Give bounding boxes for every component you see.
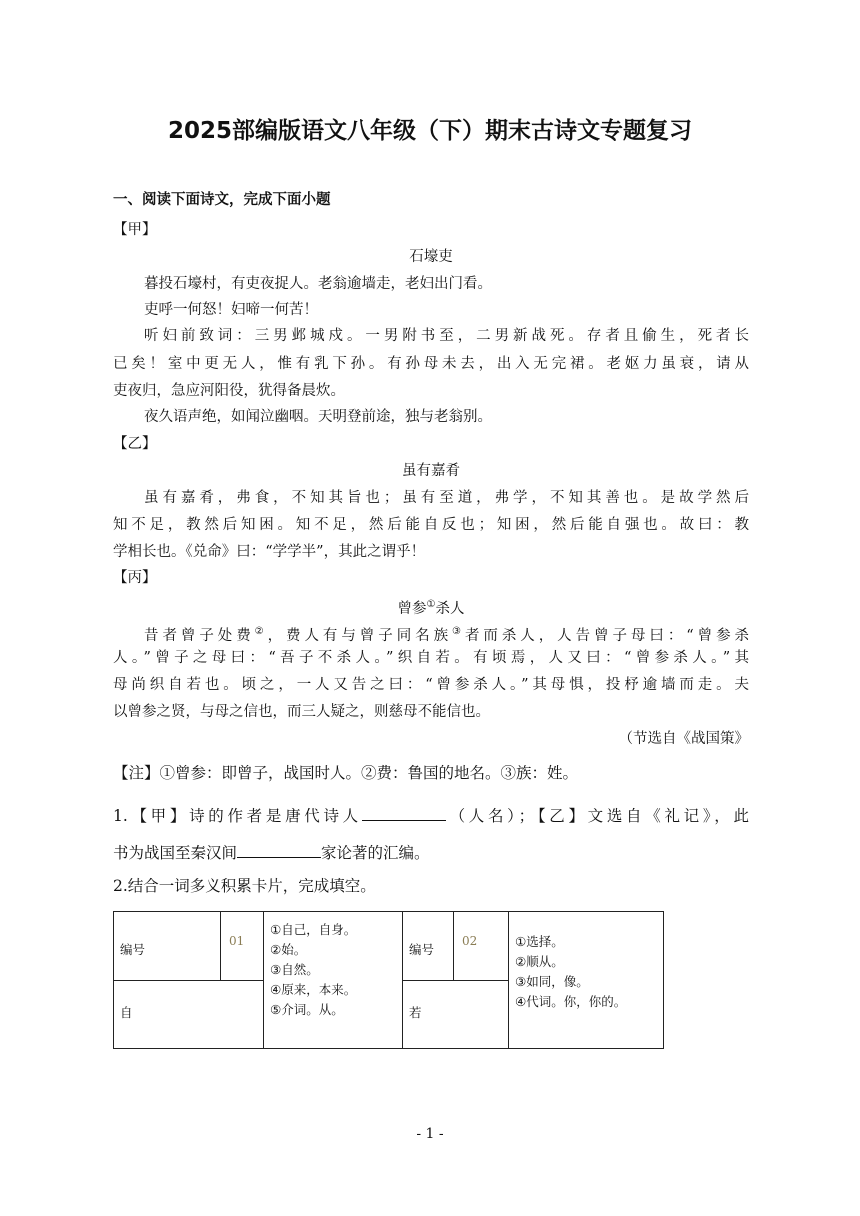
vocab-card-table — [113, 911, 664, 1049]
passage-tag-jia: 【甲】 — [113, 222, 157, 238]
annotation-note: 【注】①曾参：即曾子，战国时人。②费：鲁国的地名。③族：姓。 — [113, 764, 579, 782]
meaning-item: ③自然。 — [270, 962, 319, 977]
passage-line: 以曾参之贤，与母之信也，而三人疑之，则慈母不能信也。 — [113, 704, 490, 720]
passage-line: 知不足，教然后知困。知不足，然后能自反也；知困，然后能自强也。故曰：教 — [113, 517, 749, 533]
meaning-item: ④代词。你，你的。 — [515, 994, 627, 1009]
page-number: - 1 - — [416, 1126, 444, 1142]
passage-tag-bing: 【丙】 — [113, 570, 157, 586]
poem-line: 已矣！室中更无人，惟有乳下孙。有孙母未去，出入无完裙。老妪力虽衰，请从 — [113, 356, 749, 372]
poem-line: 吏夜归，急应河阳役，犹得备晨炊。 — [113, 383, 345, 399]
question-2: 2.结合一词多义积累卡片，完成填空。 — [113, 877, 376, 895]
meaning-item: ④原来，本来。 — [270, 982, 357, 997]
card-label: 编号 — [403, 912, 454, 981]
passage-line: 昔者曾子处费②，费人有与曾子同名族③者而杀人，人告曾子母曰：“曾参杀 — [144, 626, 750, 644]
card-number: 02 — [454, 912, 509, 981]
meaning-item: ③如同，像。 — [515, 974, 589, 989]
passage-tag-yi: 【乙】 — [113, 436, 157, 452]
question-1-line: 1.【甲】诗的作者是唐代诗人 （人名）；【乙】文选自《礼记》，此 — [113, 807, 749, 825]
card-meanings — [509, 912, 664, 1049]
passage-line: 母尚织自若也。顷之，一人又告之曰：“曾参杀人。”其母惧，投杼逾墙而走。夫 — [113, 677, 749, 693]
poem-line: 夜久语声绝，如闻泣幽咽。天明登前途，独与老翁别。 — [144, 409, 492, 425]
meaning-item: ②始。 — [270, 942, 307, 957]
passage-title-yi: 虽有嘉肴 — [402, 463, 460, 479]
page-title: 2025部编版语文八年级（下）期末古诗文专题复习 — [167, 118, 692, 144]
poem-line: 听妇前致词：三男邺城戍。一男附书至，二男新战死。存者且偷生，死者长 — [144, 328, 749, 344]
passage-line: 虽有嘉肴，弗食，不知其旨也；虽有至道，弗学，不知其善也。是故学然后 — [144, 490, 749, 506]
poem-line: 暮投石壕村，有吏夜捉人。老翁逾墙走，老妇出门看。 — [144, 276, 492, 292]
passage-source: （节选自《战国策》 — [618, 731, 749, 747]
passage-line: 学相长也。《兑命》曰：“学学半”，其此之谓乎！ — [113, 544, 426, 560]
section-heading: 一、阅读下面诗文，完成下面小题 — [113, 192, 331, 208]
card-label: 编号 — [114, 912, 221, 981]
passage-title-bing: 曾参①杀人 — [397, 599, 465, 617]
poem-line: 吏呼一何怒！妇啼一何苦！ — [144, 302, 318, 318]
question-1-line: 书为战国至秦汉间 家论著的汇编。 — [113, 844, 430, 862]
answer-blank[interactable] — [237, 843, 321, 858]
answer-blank[interactable] — [362, 806, 446, 821]
card-meanings — [264, 912, 403, 1049]
card-number: 01 — [221, 912, 264, 981]
meaning-item: ①自己，自身。 — [270, 922, 357, 937]
poem-title-jia: 石壕吏 — [409, 249, 453, 265]
card-word: 自 — [114, 981, 264, 1049]
passage-line: 人。”曾子之母曰：“吾子不杀人。”织自若。有顷焉，人又曰：“曾参杀人。”其 — [113, 650, 749, 666]
meaning-item: ⑤介词。从。 — [270, 1002, 344, 1017]
card-word: 若 — [403, 981, 509, 1049]
meaning-item: ②顺从。 — [515, 954, 564, 969]
meaning-item: ①选择。 — [515, 934, 564, 949]
